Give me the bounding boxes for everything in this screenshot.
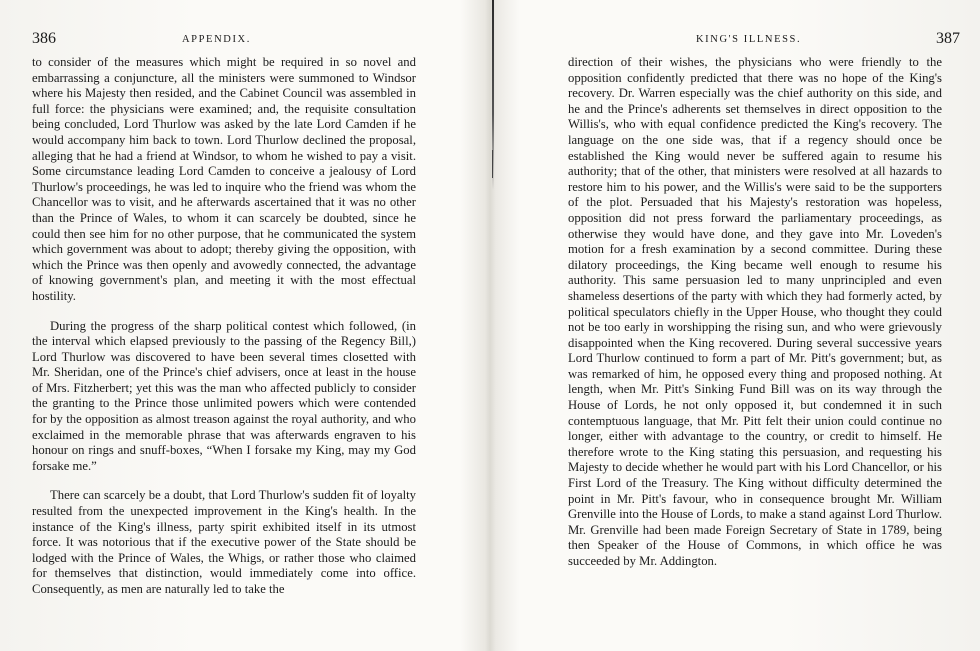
left-paragraph: to consider of the measures which might be required in so novel and embarrassing a conjuncture, all the ministers were summoned to Windsor where his Majesty then resided, and the Cabinet Council was assembled in full force: the physicians were examined; and, the requisite consultation being concluded, Lord Thurlow was asked by the late Lord Camden if he would accompany him back to town. Lord Thurlow declined the proposal, alleging that he had a friend at Windsor, to whom he wished to pay a visit. Some circumstance leading Lord Camden to conceive a jealousy of Lord Thurlow's proceedings, he was led to inquire who the friend was whom the Chancellor was to visit, and he afterwards ascertained that it was no other than the Prince of Wales, to whom it can scarcely be doubted, since he could then see him for no other purpose, that he communicated the system which government was about to adopt; thereby giving the opposition, with which the Prince was then openly and avowedly connected, the advantage of knowing government's plan, and meeting it with the most effectual hostility. bbox=[32, 55, 416, 303]
book-gutter-mark bbox=[492, 150, 493, 178]
left-paragraph: There can scarcely be a doubt, that Lord Thurlow's sudden fit of loyalty resulted from the unexpected improvement in the King's health. In the instance of the King's illness, party spirit exhibited itself in its utmost force. It was notorious that if the executive power of the State should be lodged with the Prince of Wales, the Whigs, or rather those who claimed for themselves that distinction, would immediately come into office. Consequently, as men are naturally led to take the bbox=[32, 488, 416, 596]
right-paragraph: direction of their wishes, the physicians who were friendly to the opposition confidently predicted that there was no hope of the King's recovery. Dr. Warren especially was the chief authority on this side, and he and the Prince's adherents set themselves in direct opposition to the Willis's, who with equal confidence predicted the King's recovery. The language on the one side was, that if a regency should once be established the King would never be suffered again to resume his authority; that of the other, that ministers were resolved at all hazards to restore him to his power, and the Willis's were said to be the supporters of the plot. Persuaded that his Majesty's restoration was hopeless, opposition did not press forward the parliamentary proceedings, as otherwise they would have done, and they gave into Mr. Loveden's motion for a fresh examination by a second committee. During these dilatory proceedings, the King became well enough to resume his authority. This same persuasion led to many unprincipled and even shameless desertions of the party with which they had formerly acted, by political speculators chiefly in the Upper House, who thought they could not be too early in worshipping the rising sun, and who were grievously disappointed when the King recovered. During several successive years Lord Thurlow continued to form a part of Mr. Pitt's government; but, as was remarked of him, he opposed every thing and proposed nothing. At length, when Mr. Pitt's Sinking Fund Bill was on its way through the House of Lords, he not only opposed it, but condemned it in such contemptuous language, that Mr. Pitt felt their union could continue no longer, either with advantage to the country, or credit to himself. He therefore wrote to the King stating this persuasion, and requesting his Majesty to decide whether he would part with his Lord Chancellor, or his First Lord of the Treasury. The King without difficulty determined the point in Mr. Pitt's favour, who in consequence brought Mr. William Grenville into the House of Lords, to make a stand against Lord Thurlow. Mr. Grenville had been made Foreign Secretary of State in 1789, being then Speaker of the House of Commons, in which office he was succeeded by Mr. Addington. bbox=[568, 55, 942, 568]
right-page-number: 387 bbox=[936, 30, 960, 47]
right-running-title: KING'S ILLNESS. bbox=[696, 34, 802, 45]
right-page-body bbox=[568, 55, 942, 570]
left-paragraph: During the progress of the sharp political contest which followed, (in the interval which elapsed previously to the passing of the Regency Bill,) Lord Thurlow was discovered to have been several times closetted with Mr. Sheridan, one of the Prince's chief advisers, once at least in the house of Mrs. Fitzherbert; yet this was the man who affected publicly to consider the granting to the Prince those unlimited powers which were contended for by the opposition as almost treason against the royal authority, and who exclaimed in the memorable phrase that was afterwards engraven to his honour on rings and snuff-boxes, “When I forsake my King, may my God forsake me.” bbox=[32, 318, 416, 473]
left-page-number: 386 bbox=[32, 30, 56, 47]
right-running-head bbox=[568, 28, 960, 50]
left-page-body bbox=[32, 55, 416, 598]
left-running-title: APPENDIX. bbox=[182, 34, 251, 45]
right-page bbox=[495, 0, 980, 651]
left-running-head bbox=[32, 28, 416, 50]
